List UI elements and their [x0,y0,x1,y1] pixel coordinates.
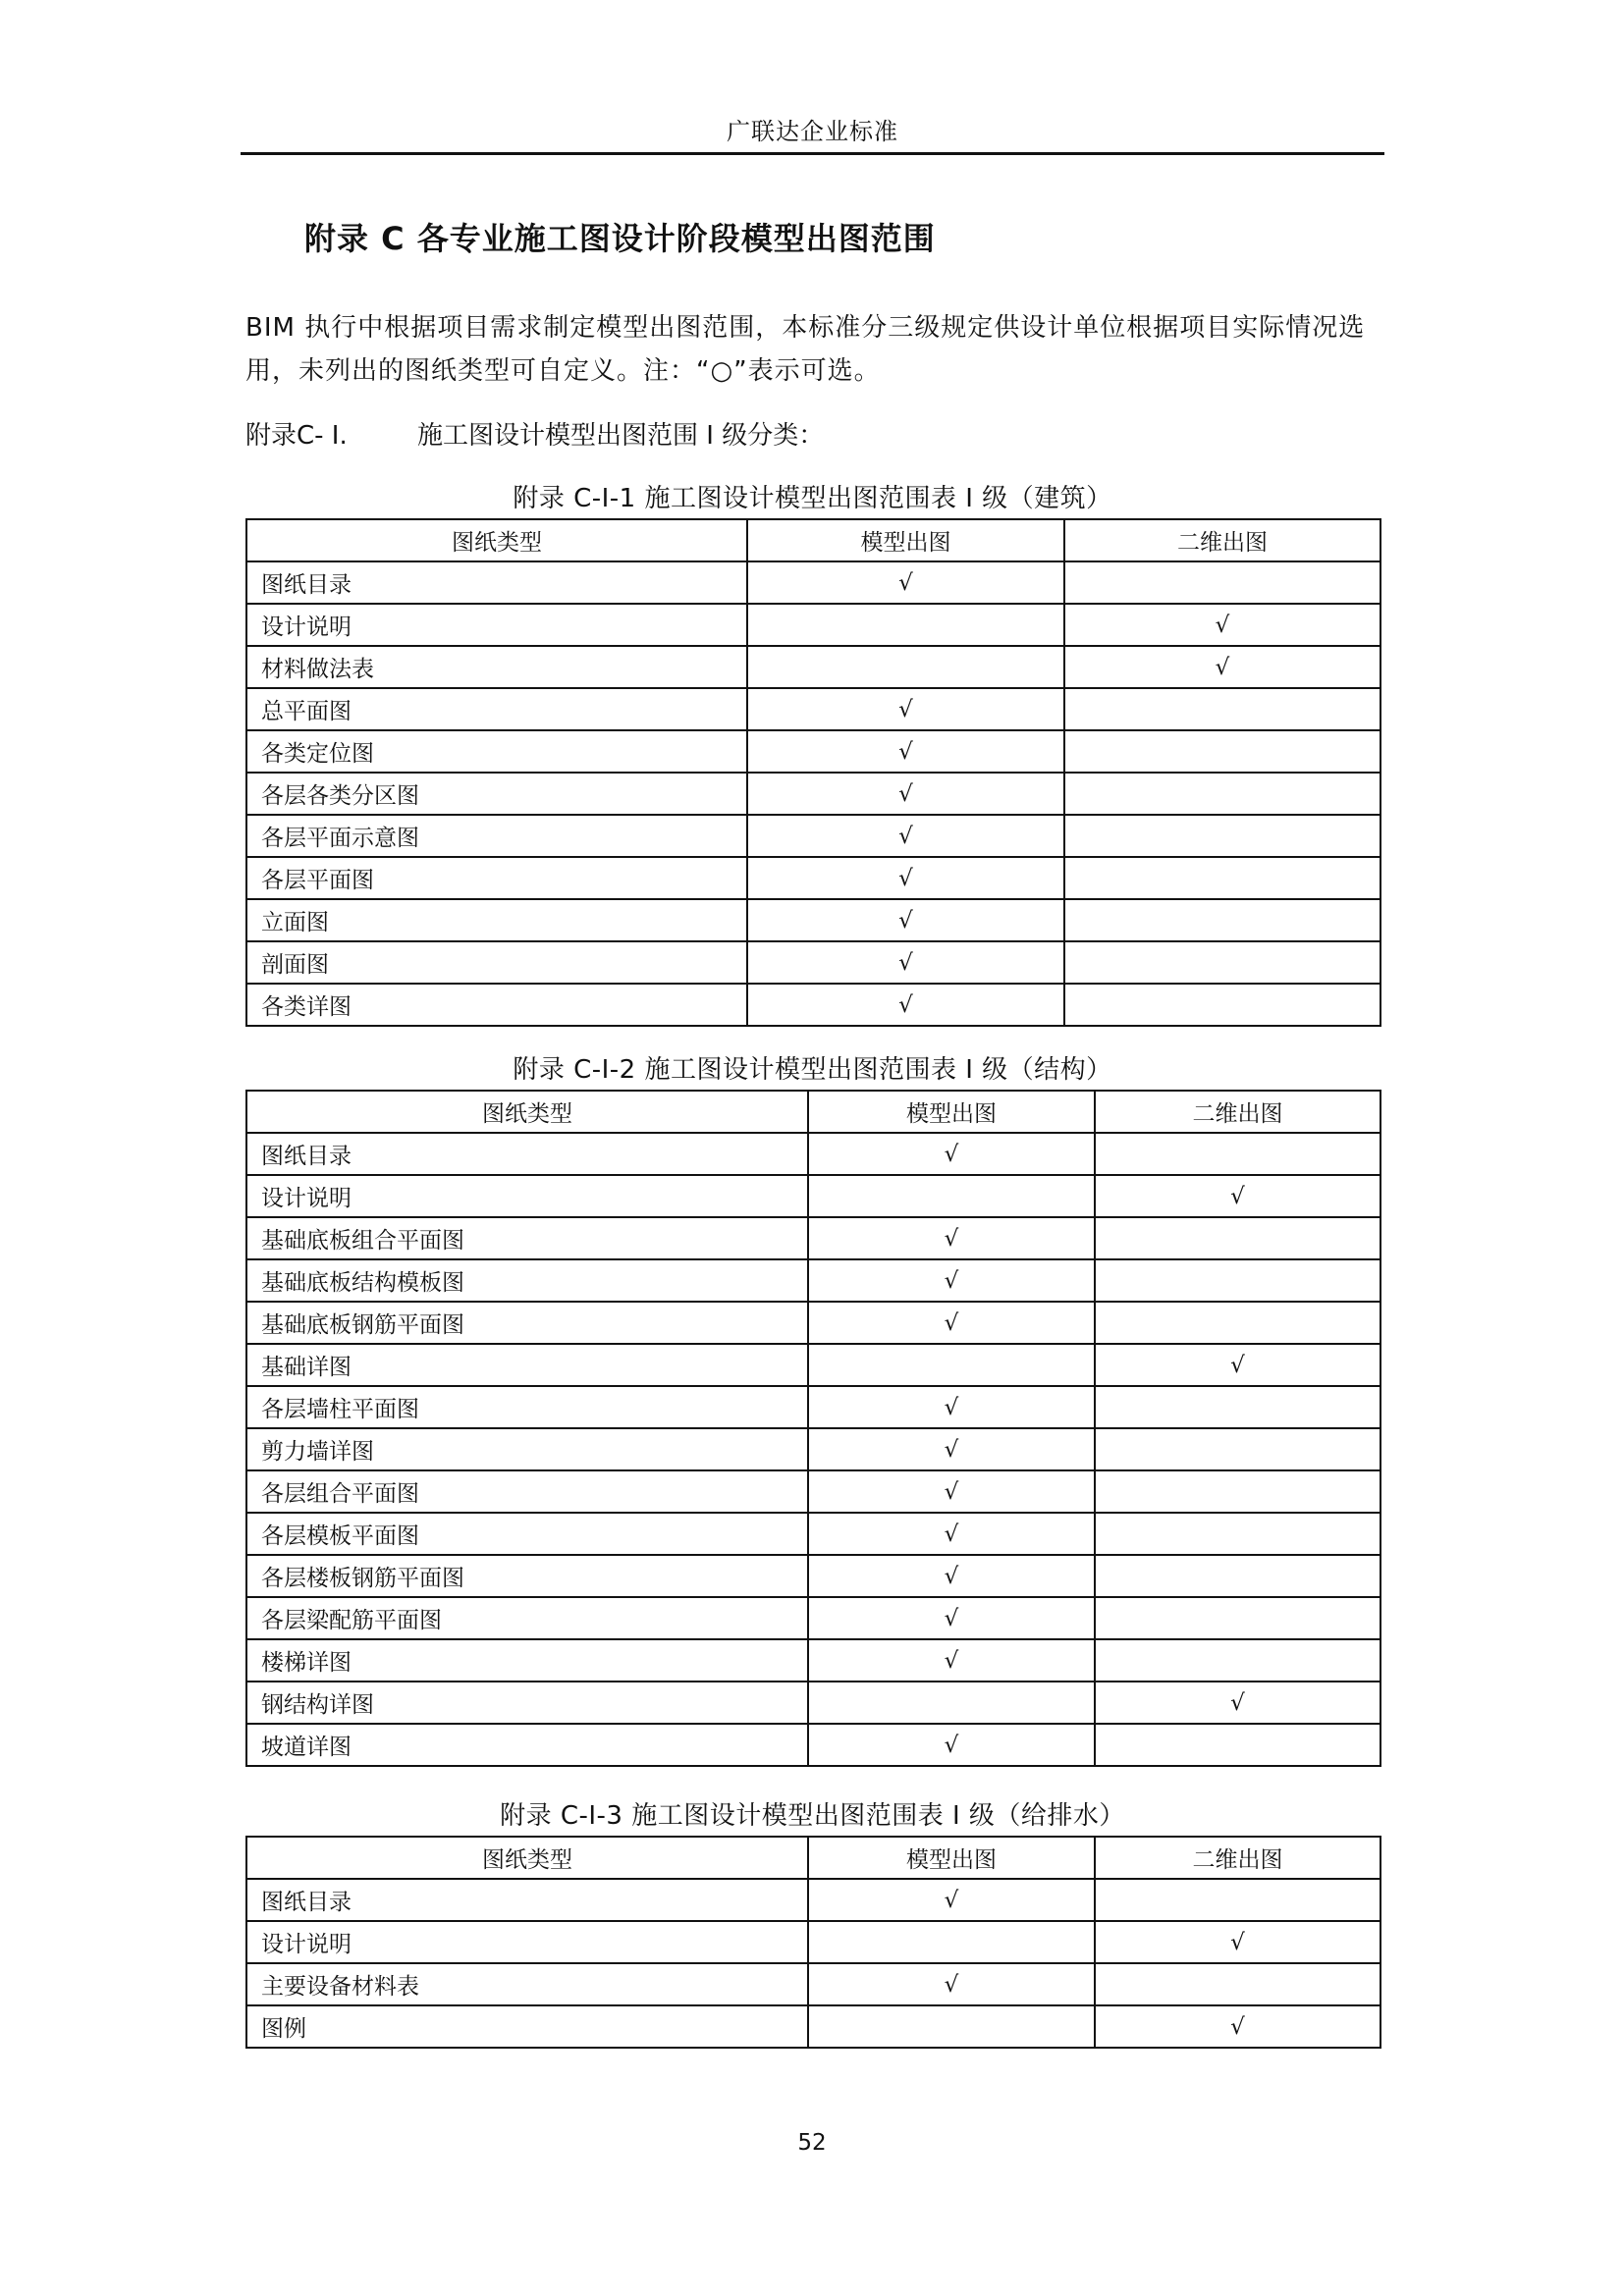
model-output-cell [747,604,1064,646]
table-header-row [246,519,1380,561]
model-output-cell: √ [808,1428,1095,1470]
model-output-cell: √ [808,1259,1095,1302]
page-number: 52 [797,2130,827,2156]
drawing-type-cell: 立面图 [246,899,747,941]
drawing-type-cell: 剪力墙详图 [246,1428,808,1470]
cad-output-cell [1064,984,1380,1026]
cad-output-cell: √ [1095,1921,1380,1963]
model-output-cell: √ [808,1386,1095,1428]
cad-output-cell [1095,1302,1380,1344]
intro-paragraph: BIM 执行中根据项目需求制定模型出图范围，本标准分三级规定供设计单位根据项目实际情况选用，未列出的图纸类型可自定义。注：“○”表示可选。 [245,313,1366,386]
cad-output-cell [1095,1639,1380,1682]
column-header: 模型出图 [808,1091,1095,1133]
table-plumbing [245,1836,1381,2049]
model-output-cell: √ [747,730,1064,773]
table-row [246,1555,1380,1597]
table-row [246,1386,1380,1428]
drawing-type-cell: 钢结构详图 [246,1682,808,1724]
column-header: 图纸类型 [246,1837,808,1879]
drawing-type-cell: 楼梯详图 [246,1639,808,1682]
model-output-cell: √ [808,1217,1095,1259]
drawing-type-cell: 设计说明 [246,1921,808,1963]
table-row [246,1175,1380,1217]
model-output-cell [747,646,1064,688]
cad-output-cell [1095,1597,1380,1639]
cad-output-cell [1064,773,1380,815]
cad-output-cell [1095,1386,1380,1428]
column-header: 二维出图 [1095,1091,1380,1133]
model-output-cell: √ [747,815,1064,857]
table-row [246,1963,1380,2005]
cad-output-cell [1064,688,1380,730]
drawing-type-cell: 图纸目录 [246,1133,808,1175]
model-output-cell: √ [747,941,1064,984]
drawing-type-cell: 各层梁配筋平面图 [246,1597,808,1639]
table-row [246,730,1380,773]
table-row [246,1921,1380,1963]
table-caption-structure: 附录 C-I-2 施工图设计模型出图范围表 I 级（结构） [513,1055,1112,1085]
table-row [246,646,1380,688]
table-row [246,688,1380,730]
column-header: 二维出图 [1064,519,1380,561]
table-row [246,815,1380,857]
drawing-type-cell: 各层组合平面图 [246,1470,808,1513]
drawing-type-cell: 坡道详图 [246,1724,808,1766]
table-row [246,1217,1380,1259]
model-output-cell [808,1175,1095,1217]
table-structure [245,1090,1381,1767]
table-row [246,899,1380,941]
model-output-cell: √ [808,1133,1095,1175]
model-output-cell: √ [747,899,1064,941]
table-row [246,857,1380,899]
table-row [246,1302,1380,1344]
model-output-cell: √ [747,773,1064,815]
drawing-type-cell: 总平面图 [246,688,747,730]
drawing-type-cell: 基础底板结构模板图 [246,1259,808,1302]
drawing-type-cell: 各层平面图 [246,857,747,899]
cad-output-cell [1095,1963,1380,2005]
cad-output-cell [1095,1724,1380,1766]
drawing-type-cell: 图纸目录 [246,1879,808,1921]
drawing-type-cell: 各层墙柱平面图 [246,1386,808,1428]
drawing-type-cell: 各层各类分区图 [246,773,747,815]
cad-output-cell: √ [1064,646,1380,688]
cad-output-cell [1095,1428,1380,1470]
drawing-type-cell: 基础底板组合平面图 [246,1217,808,1259]
drawing-type-cell: 各层模板平面图 [246,1513,808,1555]
section-subheading-text: 施工图设计模型出图范围 I 级分类： [417,421,825,451]
table-row [246,1513,1380,1555]
drawing-type-cell: 剖面图 [246,941,747,984]
model-output-cell: √ [808,1470,1095,1513]
table-row [246,604,1380,646]
cad-output-cell [1095,1217,1380,1259]
cad-output-cell [1095,1879,1380,1921]
table-row [246,1597,1380,1639]
model-output-cell: √ [808,1724,1095,1766]
drawing-type-cell: 各层平面示意图 [246,815,747,857]
section-number: 附录C- I. [245,421,348,451]
drawing-type-cell: 各层楼板钢筋平面图 [246,1555,808,1597]
drawing-type-cell: 材料做法表 [246,646,747,688]
cad-output-cell [1095,1259,1380,1302]
table-row [246,773,1380,815]
model-output-cell: √ [808,1513,1095,1555]
page-header: 广联达企业标准 [727,118,898,145]
drawing-type-cell: 设计说明 [246,1175,808,1217]
model-output-cell: √ [808,1302,1095,1344]
table-row [246,984,1380,1026]
table-header-row [246,1837,1380,1879]
model-output-cell [808,2005,1095,2048]
table-row [246,1724,1380,1766]
model-output-cell: √ [808,1555,1095,1597]
model-output-cell: √ [808,1963,1095,2005]
column-header: 模型出图 [747,519,1064,561]
drawing-type-cell: 设计说明 [246,604,747,646]
model-output-cell: √ [808,1597,1095,1639]
table-row [246,1682,1380,1724]
cad-output-cell: √ [1095,2005,1380,2048]
cad-output-cell: √ [1064,604,1380,646]
table-row [246,941,1380,984]
column-header: 图纸类型 [246,519,747,561]
cad-output-cell: √ [1095,1175,1380,1217]
drawing-type-cell: 各类定位图 [246,730,747,773]
model-output-cell [808,1682,1095,1724]
table-row [246,1639,1380,1682]
drawing-type-cell: 各类详图 [246,984,747,1026]
cad-output-cell [1064,730,1380,773]
table-architecture [245,518,1381,1027]
cad-output-cell [1064,561,1380,604]
table-row [246,1879,1380,1921]
model-output-cell: √ [747,984,1064,1026]
header-divider [241,152,1384,155]
cad-output-cell [1064,857,1380,899]
table-row [246,1133,1380,1175]
table-row [246,1259,1380,1302]
column-header: 二维出图 [1095,1837,1380,1879]
drawing-type-cell: 图纸目录 [246,561,747,604]
model-output-cell: √ [747,561,1064,604]
cad-output-cell [1064,941,1380,984]
drawing-type-cell: 基础详图 [246,1344,808,1386]
model-output-cell: √ [747,688,1064,730]
table-caption-plumbing: 附录 C-I-3 施工图设计模型出图范围表 I 级（给排水） [500,1801,1125,1831]
cad-output-cell: √ [1095,1682,1380,1724]
table-row [246,2005,1380,2048]
drawing-type-cell: 主要设备材料表 [246,1963,808,2005]
model-output-cell: √ [808,1639,1095,1682]
column-header: 图纸类型 [246,1091,808,1133]
model-output-cell: √ [808,1879,1095,1921]
model-output-cell: √ [747,857,1064,899]
cad-output-cell [1064,815,1380,857]
table-header-row [246,1091,1380,1133]
model-output-cell [808,1921,1095,1963]
drawing-type-cell: 基础底板钢筋平面图 [246,1302,808,1344]
table-row [246,1428,1380,1470]
drawing-type-cell: 图例 [246,2005,808,2048]
cad-output-cell [1095,1555,1380,1597]
cad-output-cell: √ [1095,1344,1380,1386]
section-subheading [245,415,824,452]
cad-output-cell [1064,899,1380,941]
table-row [246,1470,1380,1513]
cad-output-cell [1095,1513,1380,1555]
cad-output-cell [1095,1470,1380,1513]
appendix-title: 附录 C 各专业施工图设计阶段模型出图范围 [304,220,936,257]
table-row [246,1344,1380,1386]
table-caption-architecture: 附录 C-I-1 施工图设计模型出图范围表 I 级（建筑） [513,484,1112,513]
table-row [246,561,1380,604]
column-header: 模型出图 [808,1837,1095,1879]
cad-output-cell [1095,1133,1380,1175]
model-output-cell [808,1344,1095,1386]
